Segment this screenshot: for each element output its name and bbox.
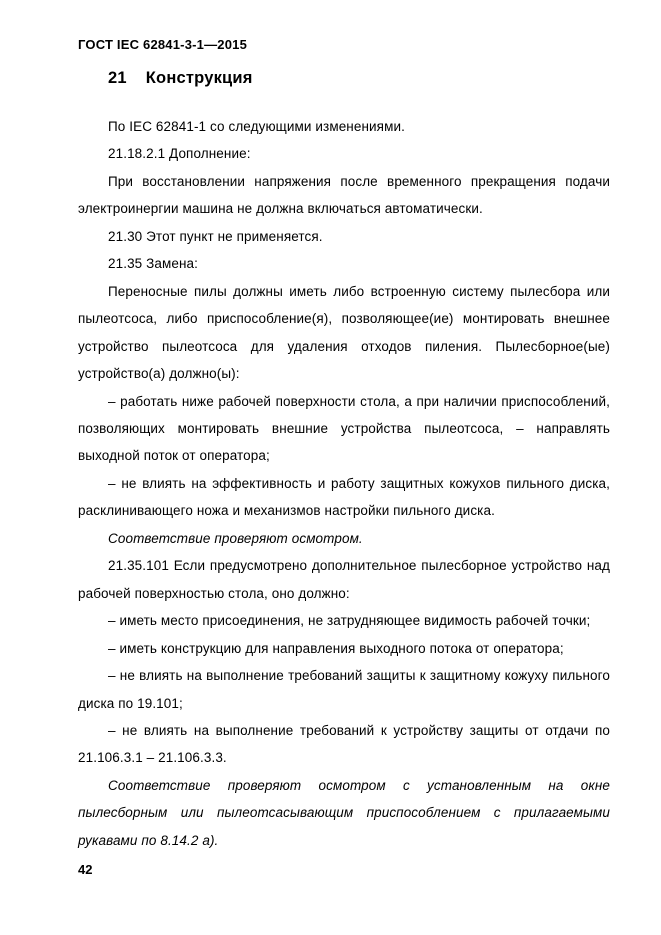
paragraph: – не влиять на эффективность и работу защитных кожухов пильного диска, расклинивающего ножа и механизмов настройки пильного диска. xyxy=(78,475,610,519)
section-title: Конструкция xyxy=(145,69,253,87)
paragraph: 21.30 Этот пункт не применяется. xyxy=(108,228,323,244)
paragraph: По IEC 62841-1 со следующими изменениями. xyxy=(108,119,405,134)
section-number: 21 xyxy=(108,69,127,87)
paragraph: Соответствие проверяют осмотром. xyxy=(108,530,363,546)
document-body xyxy=(78,113,610,854)
paragraph: При восстановлении напряжения после временного прекращения подачи электроинергии машина не должна включаться автоматически. xyxy=(78,173,610,217)
paragraph: – иметь место присоединения, не затрудняющее видимость рабочей точки; xyxy=(108,613,591,629)
page-number: 42 xyxy=(78,862,93,877)
paragraph: – иметь конструкцию для направления выходного потока от оператора; xyxy=(108,640,564,656)
paragraph: – работать ниже рабочей поверхности стола, а при наличии приспособлений, позволяющих монтировать внешние устройства пылеотсоса, – направлять выходной поток от оператора; xyxy=(78,393,610,464)
paragraph: Переносные пилы должны иметь либо встроенную систему пылесбора или пылеотсоса, либо приспособление(я), позволяющее(ие) монтировать внешнее устройство пылеотсоса для удаления отходов пиления. Пылесборное(ые) устройство(а) должно(ы): xyxy=(78,283,610,382)
paragraph: 21.18.2.1 Дополнение: xyxy=(108,146,251,162)
paragraph: – не влиять на выполнение требований защиты к защитному кожуху пильного диска по 19.101; xyxy=(78,668,610,711)
paragraph: 21.35 Замена: xyxy=(108,256,198,272)
paragraph: 21.35.101 Если предусмотрено дополнительное пылесборное устройство над рабочей поверхностью стола, оно должно: xyxy=(78,558,610,601)
paragraph: – не влиять на выполнение требований к устройству защиты от отдачи по 21.106.3.1 – 21.106.3.3. xyxy=(78,722,610,766)
section-heading xyxy=(108,69,253,88)
paragraph: Соответствие проверяют осмотром с установленным на окне пылесборным или пылеотсасывающим приспособлением с прилагаемыми рукавами по 8.14.2 а). xyxy=(78,777,610,848)
running-header: ГОСТ IEC 62841-3-1—2015 xyxy=(78,37,247,52)
